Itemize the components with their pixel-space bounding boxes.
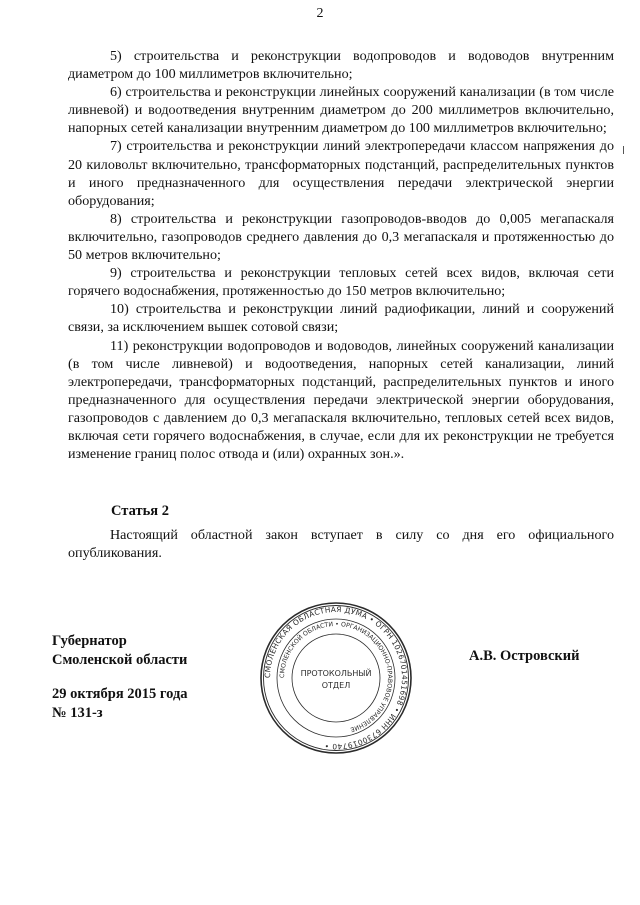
signatory-title-line-2: Смоленской области	[52, 652, 188, 668]
scan-mark	[623, 146, 624, 154]
list-item-5: 5) строительства и реконструкции водопроводов и водоводов внутренним диаметром до 100 миллиметров включительно;	[68, 48, 614, 83]
seal-center-line-1: ПРОТОКОЛЬНЫЙ	[300, 669, 372, 678]
signing-details	[52, 685, 188, 723]
page-number: 2	[316, 6, 324, 21]
list-item-7: 7) строительства и реконструкции линий электропередачи классом напряжения до 20 киловольт включительно, трансформаторных подстанций, распределительных пунктов и иного предназначенного для осуществления передачи электрической энергии оборудования;	[68, 138, 614, 209]
seal-outer-text: СМОЛЕНСКАЯ ОБЛАСТНАЯ ДУМА • ОГРН 1026701451698 • ИНН 6730019740 •	[262, 604, 410, 752]
article-heading: Статья 2	[111, 503, 169, 519]
list-item-8: 8) строительства и реконструкции газопроводов-вводов до 0,005 мегапаскаля включительно, газопроводов среднего давления до 0,3 мегапаскаля и протяженностью до 50 метров включительно;	[68, 210, 614, 264]
list-item-11: 11) реконструкции водопроводов и водоводов, линейных сооружений канализации (в том числе ливневой) и водоотведения, напорных сетей канализации, линий электропередачи, трансформаторных подстанций, распределительных пунктов и иного предназначенного для осуществления передачи электрической энергии оборудования, газопроводов с давлением до 0,3 мегапаскаля включительно, тепловых сетей всех видов, включая сети горячего водоснабжения, в случае, если для их реконструкции не требуется изменение границ полос отвода и (или) охранных зон.».	[68, 337, 614, 463]
signatory-name: А.В. Островский	[469, 648, 580, 664]
seal-center-line-2: ОТДЕЛ	[321, 681, 351, 690]
signatory-title-line-1: Губернатор	[52, 633, 127, 649]
list-item-6: 6) строительства и реконструкции линейных сооружений канализации (в том числе ливневой) и водоотведения внутренним диаметром до 200 миллиметров включительно, напорных сетей канализации внутренним диаметром до 100 миллиметров включительно;	[68, 84, 614, 137]
article-text: Настоящий областной закон вступает в силу со дня его официального опубликования.	[68, 527, 614, 562]
signatory-title	[52, 632, 187, 670]
signing-date: 29 октября 2015 года	[52, 686, 188, 702]
list-item-10: 10) строительства и реконструкции линий радиофикации, линий и сооружений связи, за исключением вышек сотовой связи;	[68, 301, 614, 336]
amendment-list	[68, 47, 614, 463]
official-seal-icon	[258, 600, 414, 756]
seal-inner-text: СМОЛЕНСКОЙ ОБЛАСТИ • ОРГАНИЗАЦИОННО-ПРАВОВОЕ УПРАВЛЕНИЕ	[278, 620, 394, 733]
law-number: № 131-з	[52, 705, 103, 721]
list-item-9: 9) строительства и реконструкции тепловых сетей всех видов, включая сети горячего водоснабжения, протяженностью до 150 метров включительно;	[68, 265, 614, 300]
